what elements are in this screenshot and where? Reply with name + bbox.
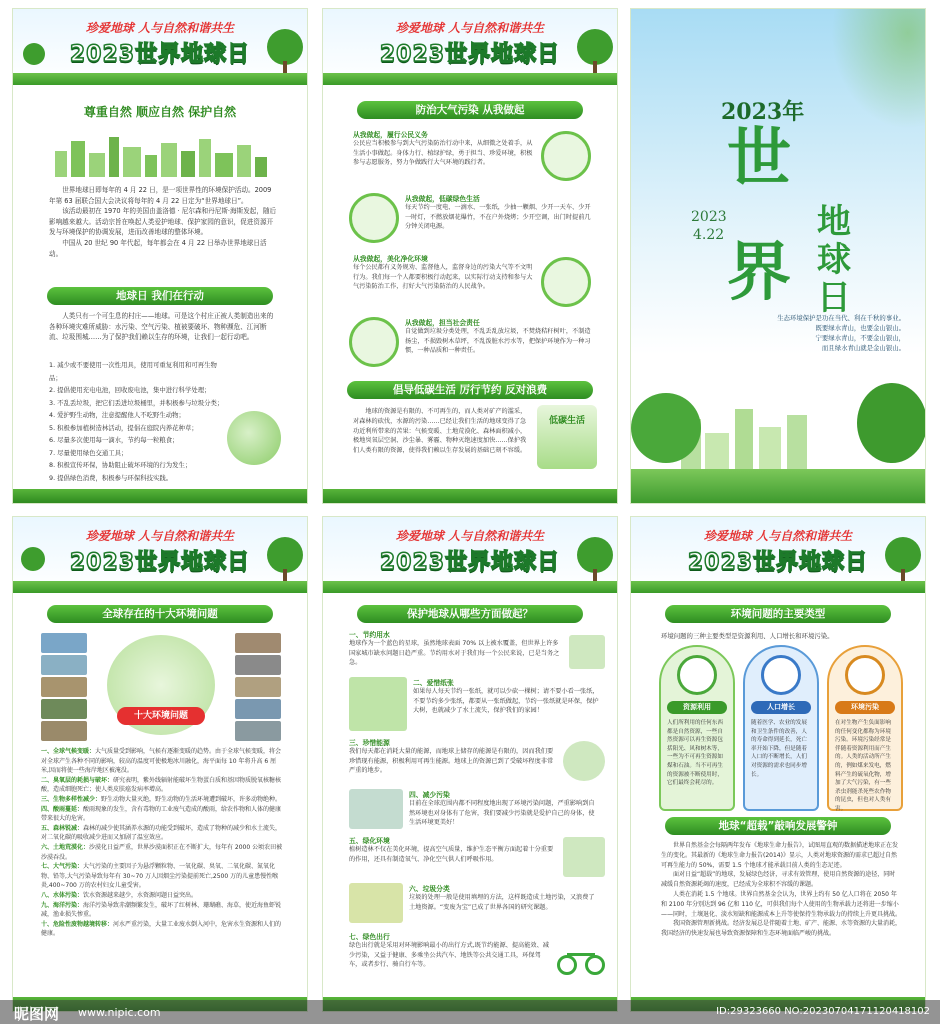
water-tap-icon xyxy=(569,635,605,669)
list-item: 六、垃圾分类 垃圾的处理一般是使用填埋的方法，这样既造成土地污染，又浪费了土地资源。“变废为宝”已成了世界各国的研究课题。 xyxy=(409,885,595,911)
list-item: 三、珍惜能源 我们每天都在消耗大量的能源，而地球上储存的能源是有限的，因而我们要珍惜现有能源，积极利用可再生能源。地球上的资源已到了受破坏程度非常严重的地步。 xyxy=(349,739,554,775)
list-item: 七、绿色出行 绿色出行就是采用对环境影响最小的出行方式,既节约能源、提高能效、减少污染，又益于健康、多乘坐公共汽车、地铁等公共交通工具，环保驾车，或者步行、骑自行车等。 xyxy=(349,933,549,969)
list-item: 五、绿化环境 植树造林不仅在美化环境，提高空气质量，维护生态平衡方面起着十分重要的作用，还具有制造氧气、净化空气供人们呼吸作用。 xyxy=(349,837,554,863)
list-item: 从我做起，美化净化环境 每个公民都有义务规劝、监督他人，监督身边的污染大气等不文明行为。我们每一个人都要积极行动起来，以实际行动支持和参与大气污染防治工作，打好大气污染防治的人民战争。 xyxy=(353,255,533,291)
list-item: 四、酸雨蔓延：酸雨现象的发生，含有毒物的工业废气造成的酸雨，给农作物和人体的健康带来很大的危害。 xyxy=(41,805,282,823)
city-trees-illustration xyxy=(631,393,925,503)
list-item: 七、大气污染：大气污染的主要因子为悬浮颗粒物、一氧化碳、臭氧、二氧化碳、氮氧化物、铅等,大气污染导致每年有 30~70 万人因烟尘污染提前死亡,2500 万的儿童患慢性喉炎,400~700 万的农村妇女儿童受害。 xyxy=(41,863,279,890)
slogan: 珍爱地球 人与自然和谐共生 xyxy=(85,21,235,35)
watermark-id: ID:29323660 NO:20230704171120418102 xyxy=(716,1006,930,1017)
watermark-brand: 昵图网 xyxy=(14,1005,60,1023)
list-item: 六、土地荒漠化：沙漠化日益严重，世界沙漠面积正在不断扩大，每年有 2000 公顷农田被沙漠吞没。 xyxy=(41,843,283,861)
list-item: 四、减少污染 目前在全球范围内都不同程度地出现了环境污染问题，严重影响到自然环境也对身体有了危害，我们要减少污染就是爱护自己的身体，使生活环境更美好！ xyxy=(409,791,595,827)
center-label: 十大环境问题 xyxy=(117,707,205,725)
overload-text: 世界自然基金会每隔两年发布《地球生命力报告》，试图用直观的数据描述地球正在发生的变化。其最新的《地球生命力报告(2014)》显示，人类对地球资源的需求已超过自然可再生能力的 50%，需要 1.5 个地球才能承载目前人类的生态足迹。 面对日益“超载”的地球，发展绿色经济，寻求有效管理，使用自然资源的途径，同时减缓自然资源耗竭的速度，已经成为全球积不容缓的课题。 人类在消耗 1.5 个地球。世界自然基金会认为，世界上约有 50 亿人口将在 2050 年和 2100 年分别达到 96 亿和 110 亿，可供我们每个人使用的生物承载力还将进一步缩小——同时，土壤退化、淡水短缺和能源成本上升等使保持生物承载力的持续上升更具挑战。 我国资源管理新挑战。经济发展总是伴随着土地、矿产、能源、水等资源的大量消耗，我国经济的快速发展也导致资源保障和生态环境面临严峻的挑战。 xyxy=(661,842,902,938)
poster-panel-6 xyxy=(630,516,926,1012)
problems-collage xyxy=(41,629,281,741)
poster-header xyxy=(13,9,307,83)
list-item: 二、爱惜纸张 如果每人每天节约一张纸，就可以少砍一棵树；请不要小看一张纸，不要节约多少张纸，都要从一张纸做起，节约一张纸就是环保，保护大树，也就减少了水土流失，保护我们的家园！ xyxy=(413,679,599,715)
list-item: 从我做起，担当社会责任 自觉做到垃圾分类处理，不乱丢乱放垃圾，不焚烧秸秆树叶，不制造扬尘，不损毁树木草坪，不乱泼脏水污水等，把保护环境作为一种习惯，一种品质和一种责任。 xyxy=(405,319,591,355)
poster-title: 2023世界地球日 xyxy=(379,42,561,67)
population-icon xyxy=(761,655,801,695)
section-ribbon: 全球存在的十大环境问题 xyxy=(47,605,273,623)
poster-panel-cover xyxy=(630,8,926,504)
list-item: 从我做起，履行公民义务 公民应当积极参与到大气污染防治行动中来，从细微之处着手，从生活小事做起。身体力行、植绿护绿，勇于担当、珍爱环境，积极参与志愿服务，努力争做践行大气环境的践行者。 xyxy=(353,131,533,167)
paper-save-icon xyxy=(349,677,407,731)
family-planting-icon xyxy=(541,131,591,181)
recycle-icon xyxy=(677,655,717,695)
poster-title: 2023世界地球日 xyxy=(69,550,251,575)
bicycle-icon xyxy=(557,945,607,975)
slogan: 珍爱地球 人与自然和谐共生 xyxy=(85,529,235,543)
slogan: 珍爱地球 人与自然和谐共生 xyxy=(395,21,545,35)
cover-date-year: 2023 xyxy=(691,209,727,225)
poster-header xyxy=(323,517,617,591)
list-item: 一、全球气候变暖：大气质量受到影响，气候有逐渐变暖的趋势。由于全球气候变暖，将会对全球产生各种不同的影响，较高的温度可使极地冰川融化，海平面每 10 年将升高 6 厘米,因而将使一些海岸地区被淹没。 xyxy=(41,748,282,775)
poster-panel-1 xyxy=(12,8,308,504)
cover-date-day: 4.22 xyxy=(693,227,725,243)
cover-big-char-1: 世 xyxy=(727,121,791,196)
heading: 尊重自然 顺应自然 保护自然 xyxy=(83,105,237,119)
slogan: 珍爱地球 人与自然和谐共生 xyxy=(395,529,545,543)
children-balloons-icon xyxy=(541,257,591,307)
poster-title: 2023世界地球日 xyxy=(687,550,869,575)
intro-text: 环境问题的三种主要类型是资源利用、人口增长和环境污染。 xyxy=(661,632,834,640)
list-item: 九、海洋污染：海洋污染导致赤潮频繁发生，破坏了红树林、珊瑚礁、海草，使近海鱼虾锐减，渔业损失惨重。 xyxy=(41,901,282,919)
factory-pollution-icon xyxy=(845,655,885,695)
globe-plant-icon xyxy=(227,411,281,465)
slogan: 珍爱地球 人与自然和谐共生 xyxy=(703,529,853,543)
cycling-icon xyxy=(349,193,399,243)
poster-header xyxy=(323,9,617,83)
card-pollution: 环境污染 在对生物产生负面影响的任何变化都称为环境污染。环境污染经常是伴随着资源利用而产生的。人类的活动所产生的，例如煤来发电，燃料产生的硫氧化物，增加了大气污染，有一些杀虫剂能杀死些农作物的昆虫，但也对人类有害。 xyxy=(827,645,903,811)
recycle-bins-icon xyxy=(349,317,399,367)
card-population-growth: 人口增长 随着医学、农业的发展和卫生条件的改善，人的寿命得到延长，死亡率开始下降，但是随着人口的不断增长，人们对资源的需求也同步增长。 xyxy=(743,645,819,811)
willow-branch-icon xyxy=(831,9,926,129)
cover-side-title: 地球日 xyxy=(817,202,851,318)
list-item: 从我做起，低碳绿色生活 每天节约一度电、一滴水、一张纸，少抽一颗烟、少开一天车、少开一时灯，不燃放烟花爆竹，不在户外烧烤；少开空调，出门时提前几分钟关闭电源。 xyxy=(405,195,591,231)
cover-quote: 生态环境保护是功在当代、利在千秋的事业。 既要绿水青山，也要金山银山。 宁要绿水青山，不要金山银山， 而且绿水青山就是金山银山。 xyxy=(777,314,905,352)
poster-panel-2 xyxy=(322,8,618,504)
action-intro: 人类只有一个可生息的村庄——地球。可是这个村庄正被人类制造出来的各种环境灾难所威胁：水污染、空气污染、植被要破坏、物种濒危、江河断流、垃圾围城……为了保护我们赖以生存的环境，让我们一起行动吧。 xyxy=(49,312,274,342)
trash-bins-icon xyxy=(349,883,403,923)
cover-year: 2023年 xyxy=(721,99,805,125)
section-ribbon: 防治大气污染 从我做起 xyxy=(357,101,583,119)
energy-bulb-icon xyxy=(563,741,605,781)
list-item: 二、臭氧层的耗损与破坏：研究表明，紫外线辐射能破坏生物蛋白质和基因物质脱氧核糖核酸，造成细胞死亡；使人类皮肤癌发病率增高。 xyxy=(41,776,282,794)
problems-list xyxy=(41,747,283,939)
action-list: 1. 减少或不要使用一次性用具，使用可重复利用和可再生物品； 2. 提倡使用充电电池，回收废电池，集中进行科学处理； 3. 不乱丢垃圾，把它们丢进垃圾桶里，并积极参与垃圾分类； 4. 爱护野生动物，注意提醒他人不吃野生动物； 5. 积极参加植树造林活动，提倡在庭院内养花种草； 6. 尽量多次使用每一滴水，节约每一粒粮食； 7. 尽量使用绿色交通工具； 8. 积极宣传环保，协助阻止破坏环境的行为发生； 9. 提倡绿色消费，积极参与环保科技实践。 xyxy=(49,361,224,482)
poster-title: 2023世界地球日 xyxy=(379,550,561,575)
section-ribbon: 地球“超载”敲响发展警钟 xyxy=(665,817,891,835)
section-ribbon: 地球日 我们在行动 xyxy=(47,287,273,305)
poster-panel-5 xyxy=(322,516,618,1012)
pollution-icon xyxy=(349,789,403,829)
list-item: 十、危险性废物越境转移：河水严重污染，大量工业废水倒入河中，危害水生资源和人们的健康。 xyxy=(41,920,282,938)
list-item: 八、水体污染：饮水资源越来越少，水资源问题日益突出。 xyxy=(41,891,198,899)
city-illustration xyxy=(45,133,275,177)
intro-text: 世界地球日即每年的 4 月 22 日，是一项世界性的环境保护活动。2009 年第 63 届联合国大会决议将每年的 4 月 22 日定为“世界地球日”。 该活动最初在 1970 年的美国由盖洛德 · 尼尔森和丹尼斯·海斯发起，随后影响越来越大。活动宗旨在唤起人类爱护地球、保护家园的意识，促进资源开发与环境保护的协调发展，进而改善地球的整体环境。 中国从 20 世纪 90 年代起，每年都会在 4 月 22 日举办世界地球日活动。 xyxy=(49,186,277,258)
list-item: 一、节约用水 地球作为一个蓝色的星球，虽然地球表面 70% 以上被水覆盖，但世界上许多国家城市缺水问题日趋严重。节约用水对于我们每一个公民来说，已是当务之急。 xyxy=(349,631,560,667)
section-ribbon: 环境问题的主要类型 xyxy=(665,605,891,623)
cover-big-char-2: 界 xyxy=(727,235,791,310)
section-ribbon: 保护地球从哪些方面做起？ xyxy=(357,605,583,623)
poster-header xyxy=(631,517,925,591)
closing-text: 地球的资源是有限的、不可再生的，而人类对矿产的滥采，对森林的砍伐，水源的污染……已经让我们生活的地球变得了急功近利所带来的苦果：气候变暖、土地荒漠化、森林面积减小，极地臭氧层空洞、沙尘暴、雾霾、物种灭绝速度加快……保护我们人类有限的资源，使得我们赖以生存发展的基础已刻不容缓。 xyxy=(353,408,527,455)
card-resource-use: 资源利用 人们所利用的任何东西都是自然资源，一些自然资源可以再生资源包括阳光、风和树木等，一些为不可再生资源如煤和石油。当不可再生的资源被不断使用时，它们最终会耗尽的。 xyxy=(659,645,735,811)
watermark-url: www.nipic.com xyxy=(78,1006,161,1019)
poster-panel-4 xyxy=(12,516,308,1012)
poster-header xyxy=(13,517,307,591)
low-carbon-badge: 低碳生活 xyxy=(537,405,597,469)
tree-planting-icon xyxy=(563,837,605,877)
poster-title: 2023世界地球日 xyxy=(69,42,251,67)
section-ribbon: 倡导低碳生活 厉行节约 反对浪费 xyxy=(347,381,593,399)
list-item: 五、森林锐减：森林的减少使其涵养水源的功能受到破坏，造成了物种的减少和水土流失，对二氧化碳的吸收减少进而又加剧了温室效应。 xyxy=(41,824,282,842)
list-item: 三、生物多样性减少：野生动物大量灭绝，野生动物的生活环境遭到破坏，许多动物绝种。 xyxy=(41,795,282,803)
watermark-bar xyxy=(0,1000,940,1024)
